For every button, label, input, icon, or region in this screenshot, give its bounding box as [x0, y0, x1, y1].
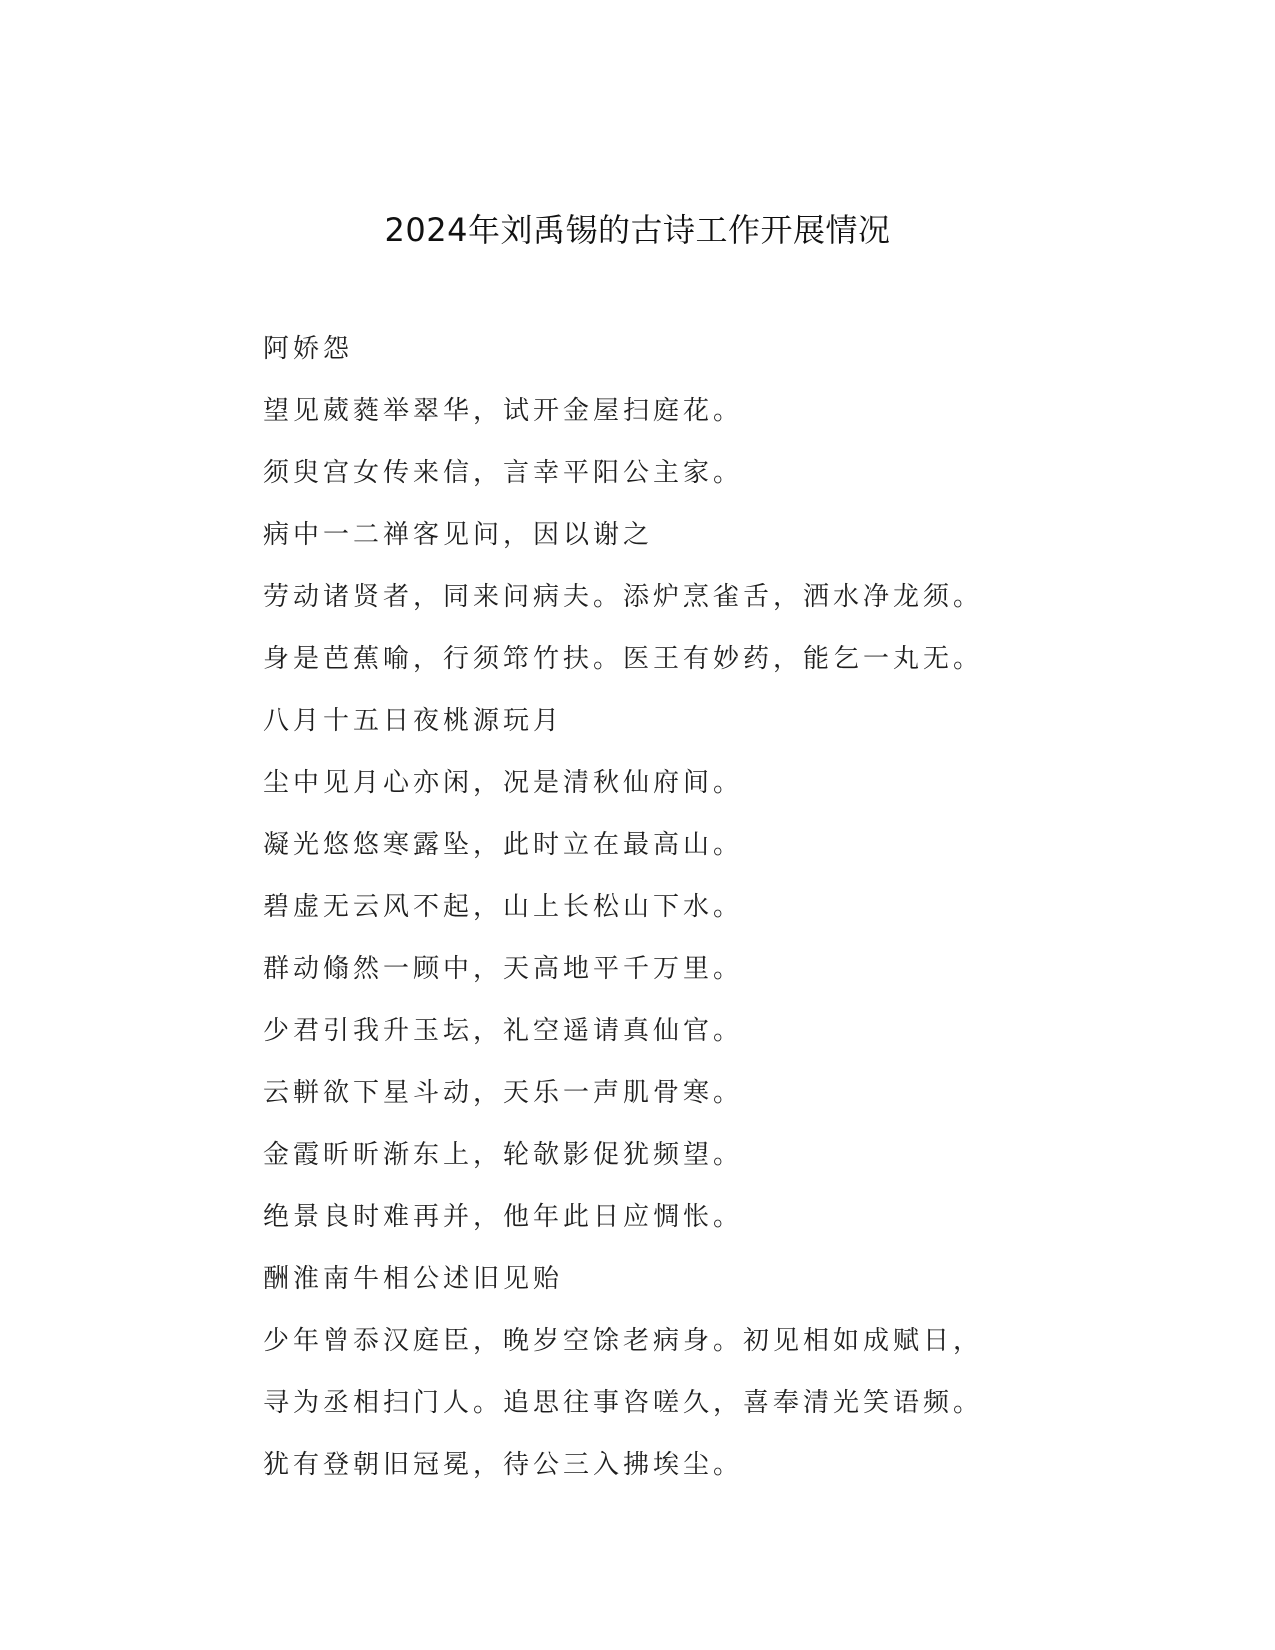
poem-title: 八月十五日夜桃源玩月 — [263, 706, 564, 736]
document-title: 2024年刘禹锡的古诗工作开展情况 — [384, 211, 891, 249]
poem-line: 金霞昕昕渐东上，轮欹影促犹频望。 — [263, 1140, 744, 1170]
poem-line: 寻为丞相扫门人。追思往事咨嗟久，喜奉清光笑语频。 — [263, 1388, 984, 1418]
poem-line: 群动翛然一顾中，天高地平千万里。 — [263, 954, 744, 984]
poem-line: 身是芭蕉喻，行须筇竹扶。医王有妙药，能乞一丸无。 — [263, 644, 984, 674]
poem-line: 望见葳蕤举翠华，试开金屋扫庭花。 — [263, 396, 744, 426]
document-body — [263, 330, 1023, 1508]
poem-title: 酬淮南牛相公述旧见贻 — [263, 1264, 564, 1294]
poem-title: 病中一二禅客见问，因以谢之 — [263, 520, 654, 550]
poem-line: 绝景良时难再并，他年此日应惆怅。 — [263, 1202, 744, 1232]
poem-line: 尘中见月心亦闲，况是清秋仙府间。 — [263, 768, 744, 798]
poem-line: 碧虚无云风不起，山上长松山下水。 — [263, 892, 744, 922]
poem-line: 凝光悠悠寒露坠，此时立在最高山。 — [263, 830, 744, 860]
poem-line: 云軿欲下星斗动，天乐一声肌骨寒。 — [263, 1078, 744, 1108]
poem-line: 须臾宫女传来信，言幸平阳公主家。 — [263, 458, 744, 488]
poem-line: 劳动诸贤者，同来问病夫。添炉烹雀舌，洒水净龙须。 — [263, 582, 984, 612]
poem-line: 少君引我升玉坛，礼空遥请真仙官。 — [263, 1016, 744, 1046]
poem-title: 阿娇怨 — [263, 334, 354, 364]
poem-line: 少年曾忝汉庭臣，晚岁空馀老病身。初见相如成赋日， — [263, 1326, 984, 1356]
poem-line: 犹有登朝旧冠冕，待公三入拂埃尘。 — [263, 1450, 744, 1480]
